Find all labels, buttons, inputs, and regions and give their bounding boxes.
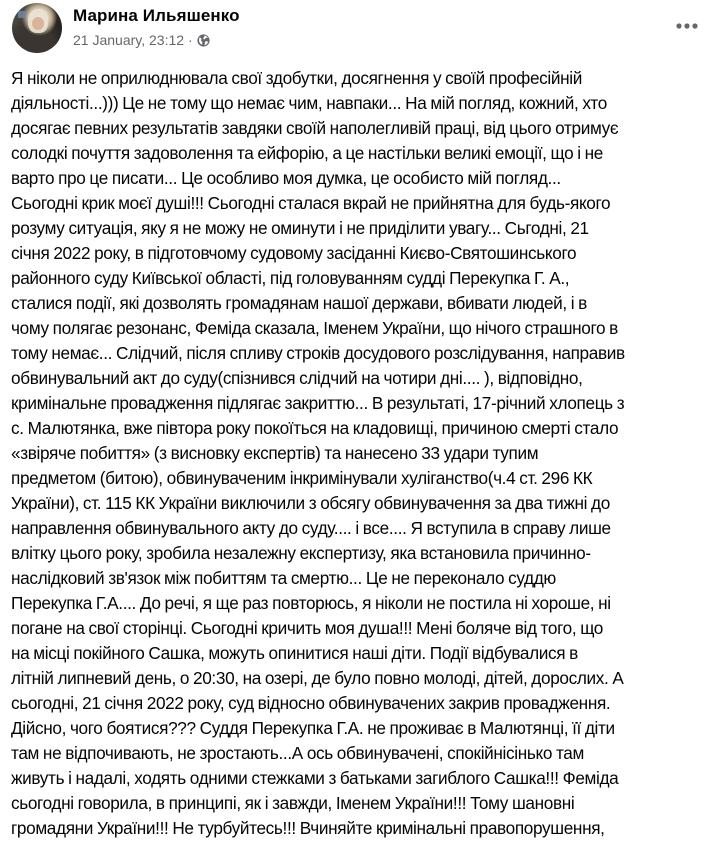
avatar-face: [32, 17, 44, 30]
more-horizontal-icon: [676, 23, 698, 29]
post-text-line: наслідковий зв'язок між побиттям та смертю... Це не переконало суддю: [11, 568, 556, 588]
post-text-line: живуть і надалі, ходять одними стежками з батьками загиблого Сашка!!! Феміда: [11, 768, 619, 788]
post-text-line: Перекупка Г.А.... До речі, я ще раз повторюсь, я ніколи не постила ні хороше, ні: [11, 593, 611, 613]
post-text-line: с. Малютянка, вже півтора року покоїться на кладовищі, причиною смерті стало: [11, 418, 619, 438]
post-text-line: січня 2022 року, в підготовчому судовому засіданні Києво-Святошинського: [11, 243, 577, 263]
more-options-button[interactable]: [673, 14, 701, 38]
post-text-line: сталися події, які дозволять громадянам нашої держави, вбивати людей, і в: [11, 293, 587, 313]
post-text-line: досягає певних результатів завдяки своїй наполегливій праці, від цього отримує: [11, 118, 619, 138]
post-text-line: сьогодні говорила, в принципі, як і завжди, Іменем України!!! Тому шановні: [11, 793, 575, 813]
post-text-line: літній липневий день, о 20:30, на озері, де було повно молоді, дітей, дорослих. А: [11, 668, 624, 688]
post-text-line: варто про це писати... Це особливо моя думка, це особисто мій погляд...: [11, 168, 561, 188]
post-text-line: обвинувальний акт до суду(спізнився слідчий на чотири дні.... ), відповідно,: [11, 368, 583, 388]
meta-separator: ·: [188, 32, 193, 48]
post-body-text: [11, 66, 709, 841]
post-timestamp[interactable]: 21 January, 23:12: [73, 32, 185, 48]
post-text-line: Я ніколи не оприлюднювала свої здобутки, досягнення у своїй професійній: [11, 68, 582, 88]
post-meta: [73, 32, 210, 48]
post-text-line: влітку цього року, зробила незалежну експертизу, яка встановила причинно-: [11, 543, 591, 563]
post-text-line: «звіряче побиття» (з висновку експертів) та нанесено 33 удари тупим: [11, 443, 539, 463]
post-text-line: сьогодні, 21 січня 2022 року, суд відносно обвинувачених закрив провадження.: [11, 693, 611, 713]
post-text-line: погане на свої сторінці. Сьогодні кричить моя душа!!! Мені боляче від того, що: [11, 618, 604, 638]
post-text-line: України), ст. 115 КК України виключили з обсягу обвинувачення за два тижні до: [11, 493, 610, 513]
post-header: [0, 0, 715, 60]
post-text-line: розуму ситуація, яку я не можу не оминути і не приділити увагу... Сьгодні, 21: [11, 218, 589, 238]
post-text-line: діяльності...))) Це не тому що немає чим, навпаки... На мій погляд, кожний, хто: [11, 93, 607, 113]
author-avatar[interactable]: [12, 3, 62, 53]
post-text-line: районного суду Київської області, під головуванням судді Перекупка Г. А.,: [11, 268, 570, 288]
post-text-line: солодкі почуття задоволення та ейфорію, а це настільки великі емоції, що і не: [11, 143, 603, 163]
post-text-line: Дійсно, чого боятися??? Суддя Перекупка Г.А. не проживає в Малютянці, її діти: [11, 718, 615, 738]
post-text-line: там не відпочивають, не зростають...А ось обвинувачені, спокійнісінько там: [11, 743, 584, 763]
post-text-line: кримінальне провадження підлягає закриттю... В результаті, 17-річний хлопець з: [11, 393, 625, 413]
post-text-line: тому немає... Слідчий, після спливу строків досудового розслідування, направив: [11, 343, 625, 363]
post-text-line: чому полягає резонанс, Феміда сказала, Іменем України, що нічого страшного в: [11, 318, 618, 338]
post-text-line: предметом (битою), обвинуваченим інкримінували хуліганство(ч.4 ст. 296 КК: [11, 468, 593, 488]
post-text-line: Сьогодні крик моєї душі!!! Сьогодні сталася вкрай не прийнятна для будь-якого: [11, 193, 611, 213]
post-text-line: направлення обвинувального акту до суду.... і все.... Я вступила в справу лише: [11, 518, 611, 538]
post-text-line: на місці покійного Сашка, можуть опинитися наші діти. Події відбувалися в: [11, 643, 578, 663]
post-text-line: громадяни України!!! Не турбуйтесь!!! Вчиняйте кримінальні правопорушення,: [11, 818, 605, 838]
globe-icon[interactable]: [197, 34, 210, 47]
avatar-background-detail: [18, 11, 26, 18]
author-name[interactable]: Марина Ильяшенко: [73, 6, 240, 25]
